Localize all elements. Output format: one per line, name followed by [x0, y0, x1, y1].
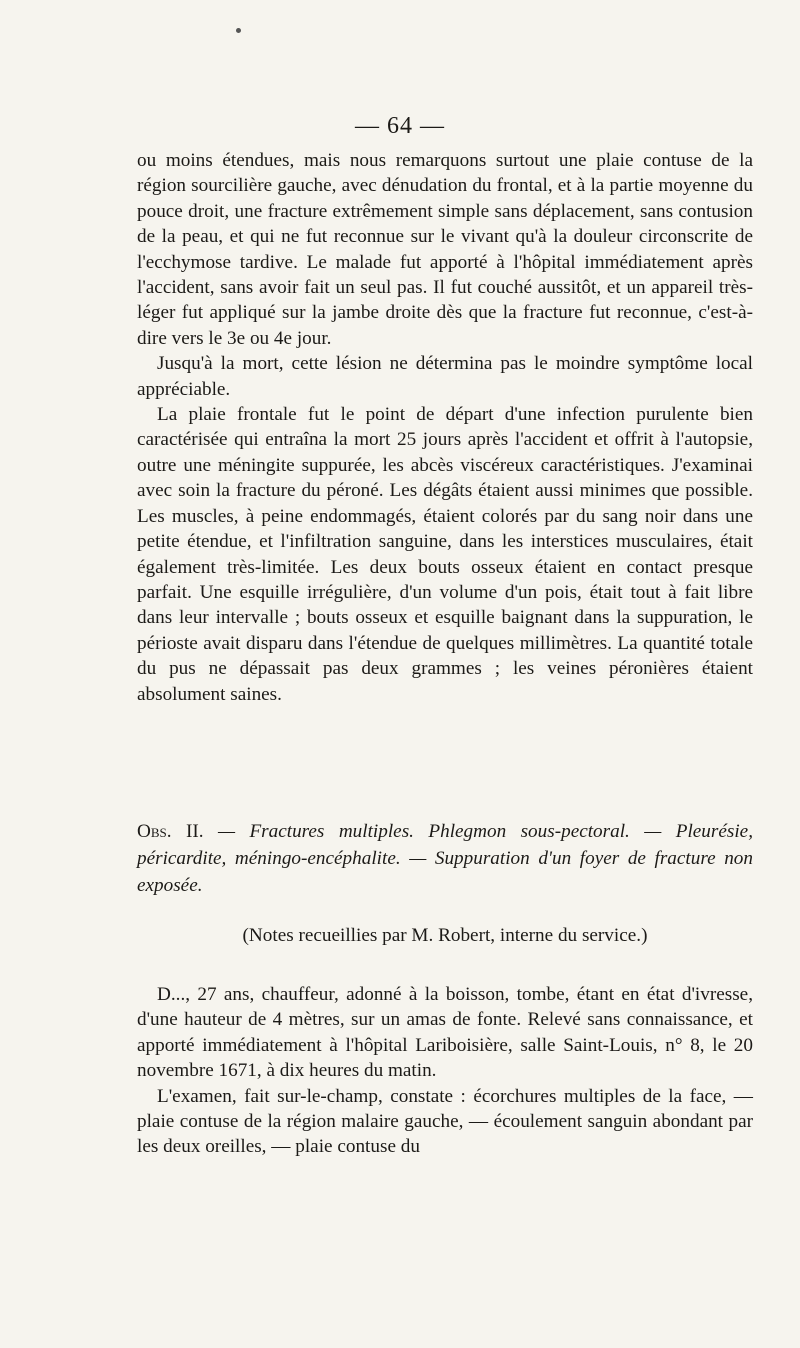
- body-text-section-1: [137, 148, 753, 707]
- paragraph: D..., 27 ans, chauffeur, adonné à la boisson, tombe, étant en état d'ivresse, d'une hauteur de 4 mètres, sur un amas de fonte. Relevé sans connaissance, et apporté immédiatement à l'hôpital Lariboisière, salle Saint-Louis, n° 8, le 20 novembre 1671, à dix heures du matin.: [137, 984, 753, 1082]
- notes-credit: (Notes recueillies par M. Robert, interne du service.): [242, 925, 648, 946]
- paragraph: Jusqu'à la mort, cette lésion ne détermina pas le moindre symptôme local appréciable.: [137, 353, 753, 400]
- observation-heading-text: [137, 818, 753, 899]
- observation-title: — Fractures multiples. Phlegmon sous-pectoral. — Pleurésie, péricardite, méningo-encéphalite. — Suppuration d'un foyer de fracture non exposée.: [137, 821, 753, 896]
- observation-heading: [137, 818, 753, 899]
- observation-label: Obs. II.: [137, 821, 204, 842]
- ink-spot: [236, 28, 241, 33]
- paragraph: ou moins étendues, mais nous remarquons surtout une plaie contuse de la région sourcilière gauche, avec dénudation du frontal, et à la partie moyenne du pouce droit, une fracture extrêmement simple sans déplacement, sans contusion de la peau, et qui ne fut reconnue sur le vivant qu'à la douleur circonscrite de l'ecchymose tardive. Le malade fut apporté à l'hôpital immédiatement après l'accident, sans avoir fait un seul pas. Il fut couché aussitôt, et un appareil très-léger fut appliqué sur la jambe droite dès que la fracture fut reconnue, c'est-à-dire vers le 3e ou 4e jour.: [137, 150, 753, 349]
- paragraph: La plaie frontale fut le point de départ d'une infection purulente bien caractérisée qui entraîna la mort 25 jours après l'accident et offrit à l'autopsie, outre une méningite suppurée, les abcès viscéreux caractéristiques. J'examinai avec soin la fracture du péroné. Les dégâts étaient aussi minimes que possible. Les muscles, à peine endommagés, étaient colorés par du sang noir dans une petite étendue, et l'infiltration sanguine, dans les interstices musculaires, était également très-limitée. Les deux bouts osseux étaient en contact presque parfait. Une esquille irrégulière, d'un volume d'un pois, était tout à fait libre dans leur intervalle ; bouts osseux et esquille baignant dans la suppuration, le périoste avait disparu dans l'étendue de quelques millimètres. La quantité totale du pus ne dépassait pas deux grammes ; les veines péronières étaient absolument saines.: [137, 404, 753, 705]
- body-text-section-2: [137, 982, 753, 1160]
- page-number: — 64 —: [355, 113, 445, 139]
- paragraph: L'examen, fait sur-le-champ, constate : écorchures multiples de la face, — plaie contuse de la région malaire gauche, — écoulement sanguin abondant par les deux oreilles, — plaie contuse du: [137, 1085, 753, 1158]
